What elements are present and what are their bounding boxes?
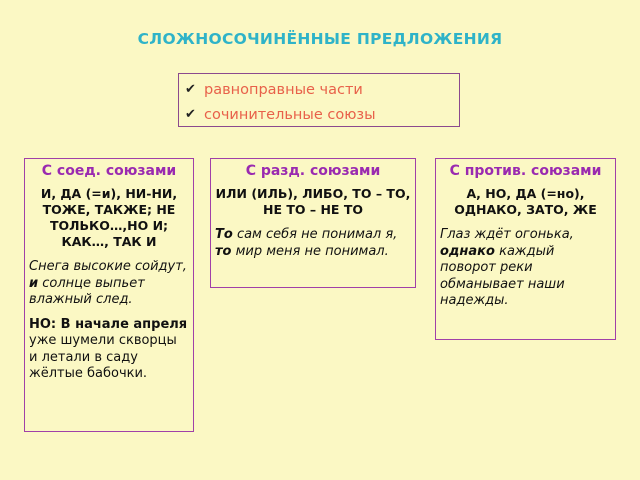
feature-item (185, 102, 453, 127)
box-title: С разд. союзами (245, 163, 381, 179)
features-box (178, 73, 460, 127)
conjunction-list: ИЛИ (ИЛЬ), ЛИБО, ТО – ТО, НЕ ТО – НЕ ТО (215, 186, 411, 217)
feature-label: равноправные части (204, 81, 363, 98)
box-title: С соед. союзами (41, 163, 177, 179)
feature-item (185, 77, 453, 102)
adversative-conjunctions-box (435, 158, 616, 340)
example-sentence: То сам себя не понимал я, то мир меня не понимал. (215, 227, 398, 259)
connecting-conjunctions-box (24, 158, 194, 432)
feature-label: сочинительные союзы (204, 106, 376, 123)
box-title: С против. союзами (449, 163, 602, 179)
conjunction-list: А, НО, ДА (=но), ОДНАКО, ЗАТО, ЖЕ (454, 186, 597, 217)
conjunction-list: И, ДА (=и), НИ-НИ, ТОЖЕ, ТАКЖЕ; НЕ ТОЛЬКО…,НО И; КАК…, ТАК И (40, 186, 178, 249)
check-icon: ✔ (185, 82, 196, 97)
example-sentence: Глаз ждёт огонька, однако каждый поворот реки обманывает наши надежды. (440, 227, 574, 308)
example-sentence: НО: В начале апреля уже шумели скворцы и летали в саду жёлтые бабочки. (29, 316, 188, 381)
check-icon: ✔ (185, 107, 196, 122)
example-sentence: Снега высокие сойдут, и солнце выпьет влажный след. (29, 259, 187, 307)
page-title: СЛОЖНОСОЧИНЁННЫЕ ПРЕДЛОЖЕНИЯ (137, 30, 503, 48)
separating-conjunctions-box (210, 158, 416, 288)
